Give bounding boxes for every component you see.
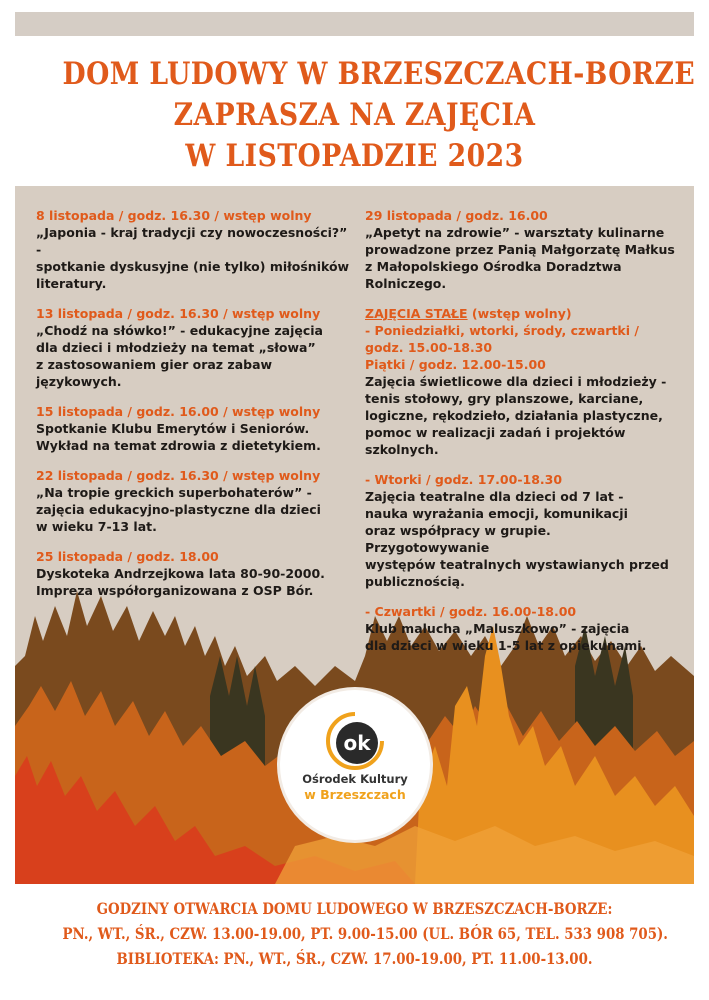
event-line: oraz współpracy w grupie. Przygotowywanie [365,523,551,555]
schedule-heading: godz. 15.00-18.30 [365,340,493,355]
event-heading: 8 listopada / godz. 16.30 / wstęp wolny [36,208,312,223]
title-line-2: ZAPRASZA NA ZAJĘCIA [173,97,536,133]
event-line: z Małopolskiego Ośrodka Doradztwa [365,259,622,274]
event-line: publicznością. [365,574,465,589]
event-line: prowadzone przez Panią Małgorzatę Małkus [365,242,675,257]
title-line-1: DOM LUDOWY W BRZESZCZACH-BORZE [62,56,696,92]
footer-line-2: PN., WT., ŚR., CZW. 13.00-19.00, PT. 9.00-15.00 (UL. BÓR 65, TEL. 533 908 705). [62,924,668,943]
event-line: zajęcia edukacyjno-plastyczne dla dzieci [36,502,321,517]
event-line: spotkanie dyskusyjne (nie tylko) miłośników [36,259,350,274]
right-column [365,207,675,667]
event-line: Zajęcia świetlicowe dla dzieci i młodzieży - [365,374,667,389]
schedule-heading: Piątki / godz. 12.00-15.00 [365,357,546,372]
event-line: Impreza współorganizowana z OSP Bór. [36,583,314,598]
event-25-nov [36,548,351,599]
event-line: występów teatralnych wystawianych przed [365,557,669,572]
event-heading: 13 listopada / godz. 16.30 / wstęp wolny [36,306,321,321]
event-line: dla dzieci w wieku 1-5 lat z opiekunami. [365,638,647,653]
event-line: „Chodź na słówko!” - edukacyjne zajęcia [36,323,323,338]
event-29-nov [365,207,675,292]
regular-activities-title [365,305,675,322]
regular-activities-label: ZAJĘCIA STAŁE [365,306,468,321]
logo-badge [280,690,430,840]
event-line: Klub malucha „Maluszkowo” - zajęcia [365,621,630,636]
schedule-heading: - Wtorki / godz. 17.00-18.30 [365,472,563,487]
event-heading: 29 listopada / godz. 16.00 [365,208,548,223]
event-line: „Na tropie greckich superbohaterów” - [36,485,312,500]
regular-activities-suffix: (wstęp wolny) [467,306,572,321]
left-column [36,207,351,612]
event-line: Rolniczego. [365,276,447,291]
schedule-heading: - Czwartki / godz. 16.00-18.00 [365,604,577,619]
event-heading: 22 listopada / godz. 16.30 / wstęp wolny [36,468,321,483]
event-line: pomoc w realizacji zadań i projektów [365,425,626,440]
regular-activities-monday-friday [365,305,675,458]
event-line: szkolnych. [365,442,439,457]
logo-name: Ośrodek Kultury [302,772,408,786]
event-line: w wieku 7-13 lat. [36,519,157,534]
event-8-nov [36,207,351,292]
schedule-heading: - Poniedziałki, wtorki, środy, czwartki / [365,323,639,338]
event-22-nov [36,467,351,535]
event-heading: 25 listopada / godz. 18.00 [36,549,219,564]
event-line: Zajęcia teatralne dla dzieci od 7 lat - [365,489,624,504]
footer-line-3: BIBLIOTEKA: PN., WT., ŚR., CZW. 17.00-19.00, PT. 11.00-13.00. [116,949,593,968]
regular-activities-tuesday [365,471,675,590]
event-heading: 15 listopada / godz. 16.00 / wstęp wolny [36,404,321,419]
event-line: Wykład na temat zdrowia z dietetykiem. [36,438,321,453]
title-line-3: W LISTOPADZIE 2023 [185,138,524,174]
event-line: dla dzieci i młodzieży na temat „słowa” [36,340,316,355]
event-line: „Japonia - kraj tradycji czy nowoczesności?” - [36,225,348,257]
event-line: nauka wyrażania emocji, komunikacji [365,506,628,521]
event-13-nov [36,305,351,390]
ok-logo-icon [324,710,386,772]
event-line: logiczne, rękodzieło, działania plastyczne, [365,408,663,423]
top-bar [15,12,694,36]
content-panel [15,186,694,884]
event-line: Spotkanie Klubu Emerytów i Seniorów. [36,421,310,436]
footer-line-1: GODZINY OTWARCIA DOMU LUDOWEGO W BRZESZCZACH-BORZE: [96,899,613,918]
event-line: tenis stołowy, gry planszowe, karciane, [365,391,644,406]
event-line: z zastosowaniem gier oraz zabaw językowych. [36,357,273,389]
opening-hours-footer [15,896,694,971]
logo-mark-text: ok [343,731,371,755]
event-line: „Apetyt na zdrowie” - warsztaty kulinarne [365,225,665,240]
event-15-nov [36,403,351,454]
event-line: literatury. [36,276,107,291]
regular-activities-thursday [365,603,675,654]
event-line: Dyskoteka Andrzejkowa lata 80-90-2000. [36,566,325,581]
logo-city: w Brzeszczach [304,787,406,802]
page-header [15,36,694,186]
